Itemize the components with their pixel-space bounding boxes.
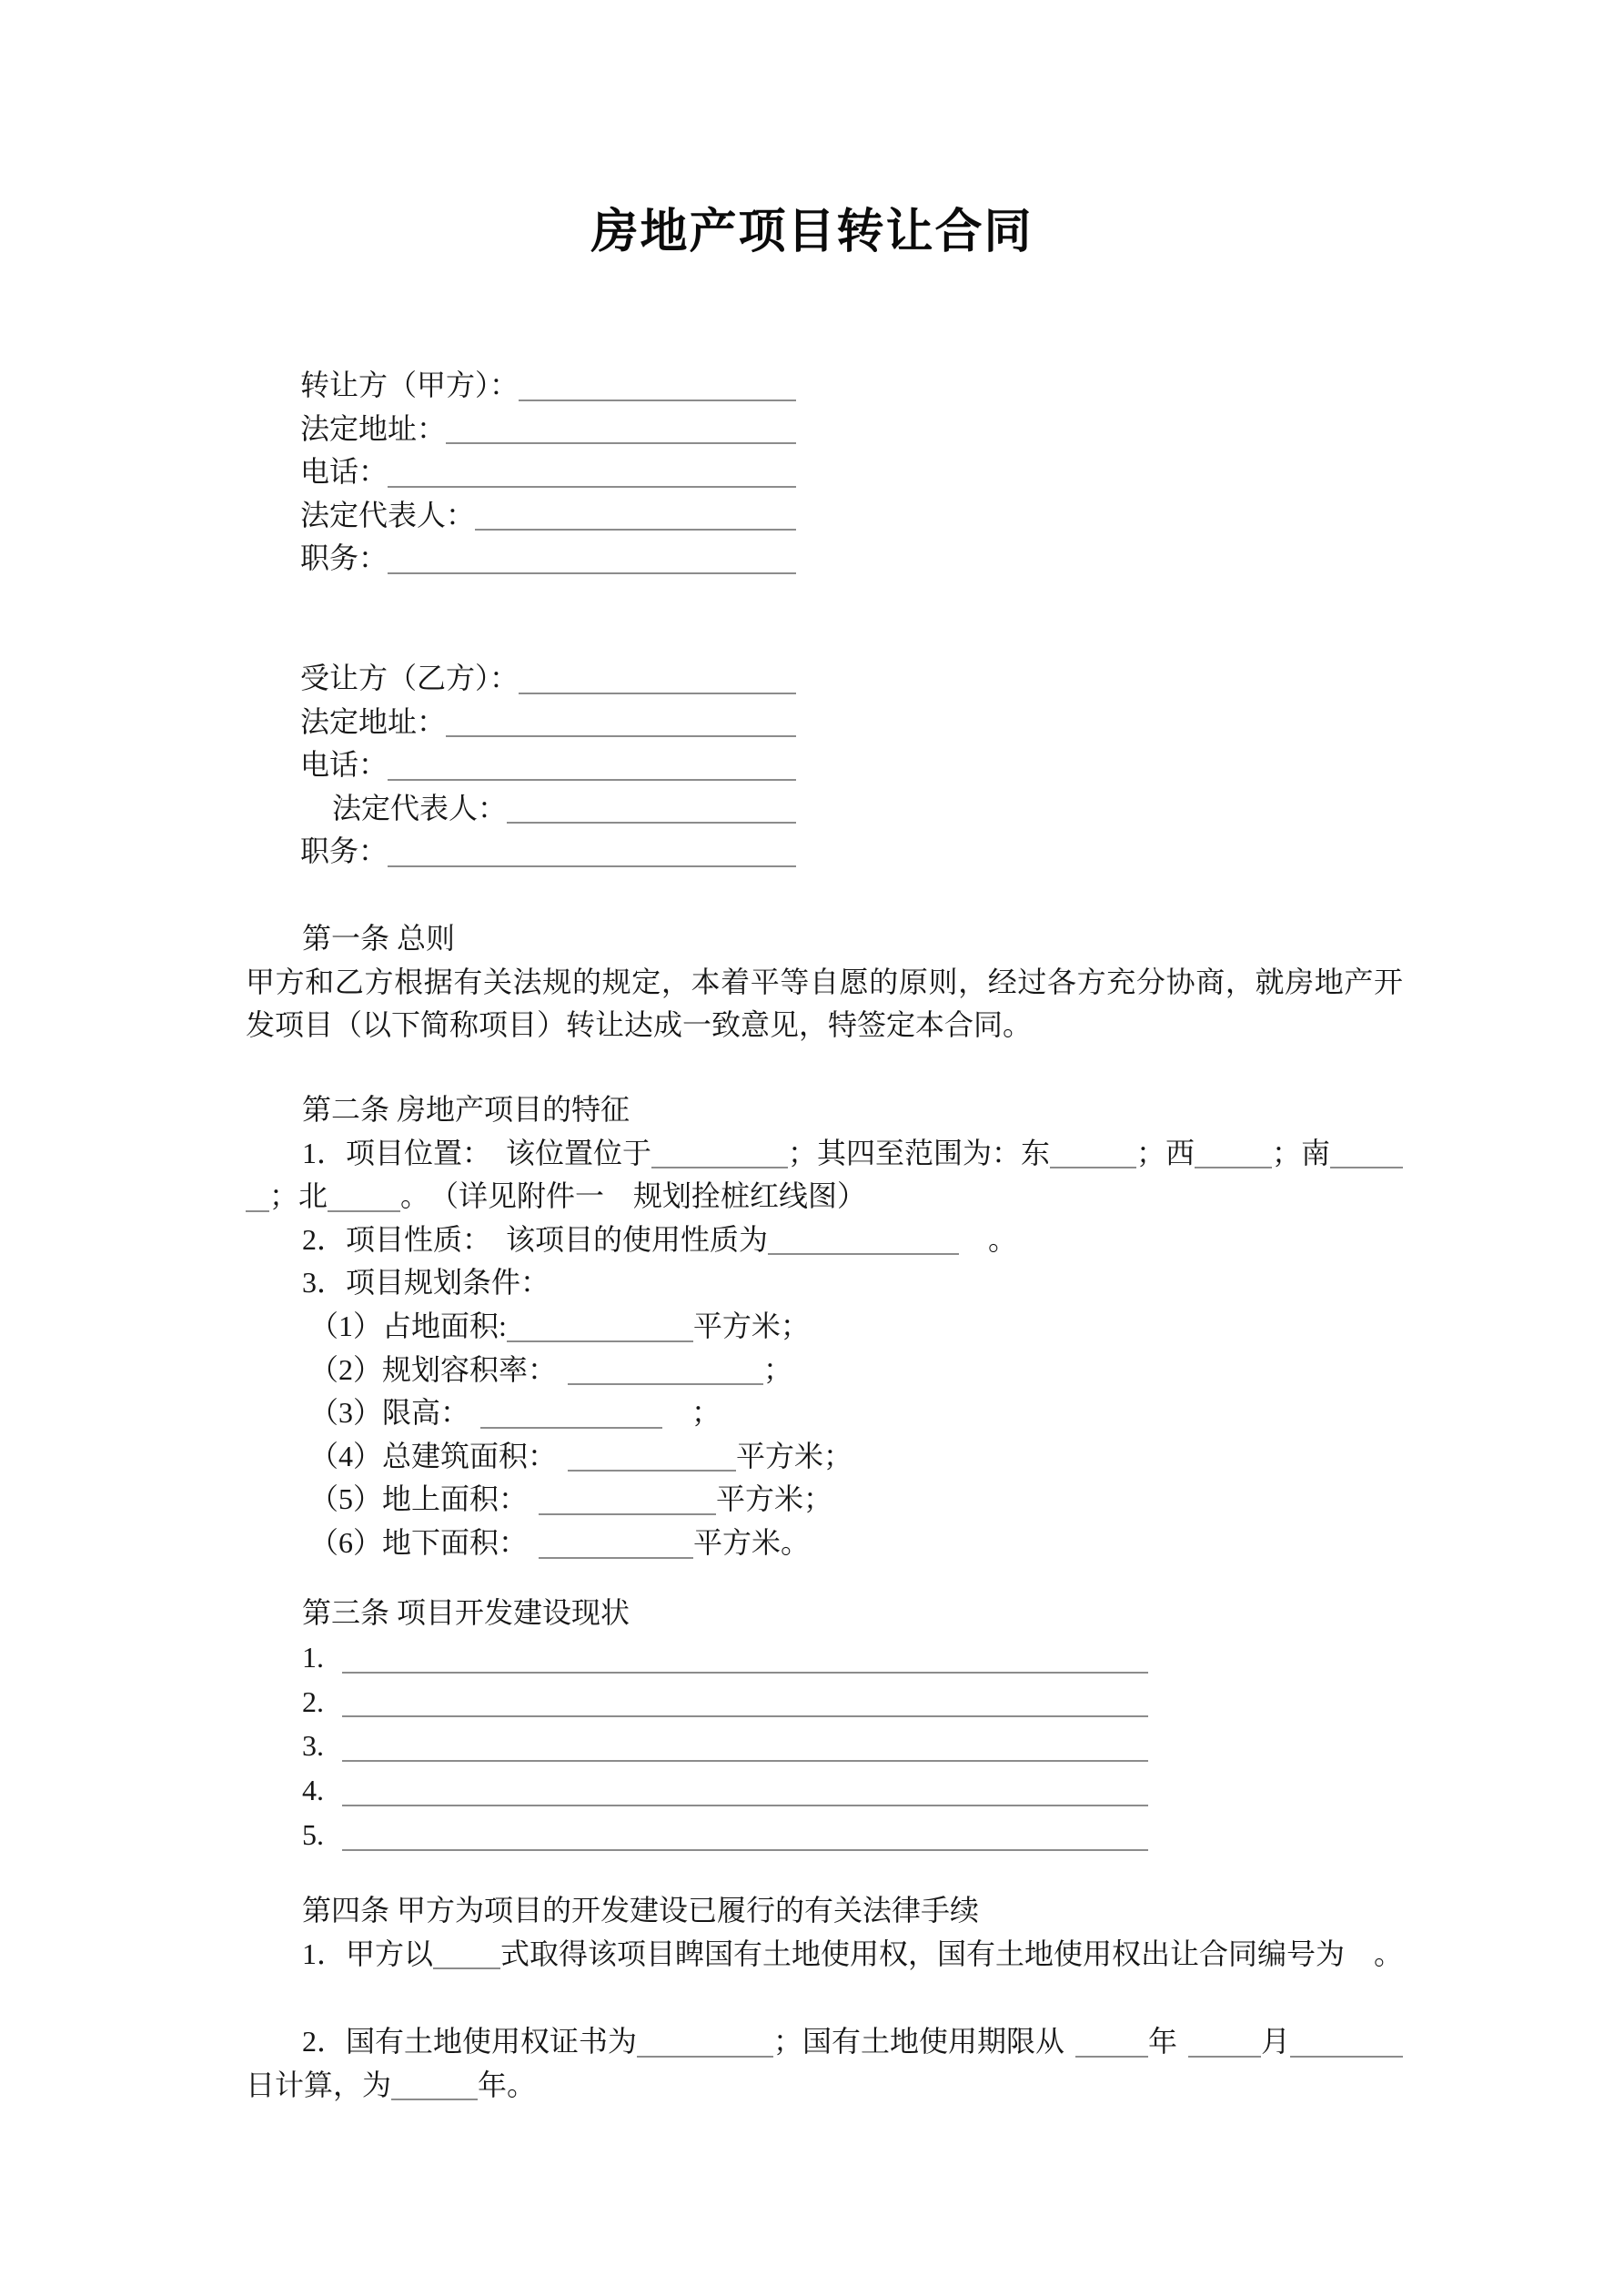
clause-2-item-3-text: 3．项目规划条件： <box>302 1266 550 1300</box>
clause-2-sub-item-5 <box>246 1478 1403 1522</box>
land-area-label: （1）占地面积: <box>309 1309 507 1342</box>
clause-4-item-2-text-5: 日计算，为 <box>246 2068 392 2101</box>
boundary-east-blank-line <box>1050 1126 1136 1169</box>
status-blank-line-5 <box>342 1806 1148 1851</box>
boundary-south-blank-line <box>1330 1126 1403 1169</box>
acquisition-method-blank-line <box>433 1927 500 1970</box>
status-blank-line-1 <box>342 1629 1148 1674</box>
height-limit-tail: ； <box>662 1396 721 1430</box>
party-b-name-blank-line <box>519 651 796 694</box>
above-ground-area-label: （5）地上面积： <box>309 1482 529 1516</box>
party-b-address-label: 法定地址： <box>300 704 447 738</box>
party-b-phone-blank-line <box>388 737 796 781</box>
clause-4-item-1-text-1: 1．甲方以 <box>302 1937 434 1970</box>
party-b-phone-label: 电话： <box>300 748 388 782</box>
clause-4-heading <box>246 1889 1403 1933</box>
party-a-phone-label: 电话： <box>300 455 388 489</box>
clause-3-block <box>246 1591 1403 1857</box>
clause-4-item-2-text-1: 2．国有土地使用权证书为 <box>302 2025 638 2058</box>
above-ground-area-unit: 平方米； <box>716 1482 833 1516</box>
clause-2-item-1-line-1 <box>246 1132 1403 1176</box>
term-start-year-blank-line <box>1075 2014 1148 2058</box>
clause-2-item-2 <box>246 1219 1403 1262</box>
clause-4-item-1 <box>246 1933 1403 1977</box>
clause-4-item-2-text-4: 月 <box>1261 2025 1291 2058</box>
above-ground-area-blank-line <box>539 1472 716 1515</box>
party-b-address-blank-line <box>446 694 796 738</box>
party-b-position-blank-line <box>388 824 796 867</box>
project-usage-blank-line <box>768 1212 959 1256</box>
party-a-address-label: 法定地址： <box>300 411 447 445</box>
clause-2-item-1-text-2: ；其四至范围为：东 <box>788 1136 1051 1169</box>
party-a-position-blank-line <box>388 531 796 574</box>
clause-2-block <box>246 1088 1403 1565</box>
clause-4-item-2-text-6: 年。 <box>478 2068 537 2101</box>
clause-3-item-3-number: 3. <box>302 1729 324 1763</box>
clause-2-item-1-text-3: ；西 <box>1136 1136 1195 1169</box>
party-a-block <box>300 364 796 581</box>
party-a-position-label: 职务： <box>300 541 388 575</box>
term-start-day-blank-line <box>1290 2014 1403 2058</box>
clause-4-heading-text: 第四条 甲方为项目的开发建设已履行的有关法律手续 <box>302 1894 980 1927</box>
clause-1-block <box>246 917 1403 1047</box>
clause-2-sub-item-2 <box>246 1349 1403 1392</box>
status-blank-line-4 <box>342 1762 1148 1806</box>
land-area-blank-line <box>507 1299 693 1342</box>
total-floor-area-label: （4）总建筑面积： <box>309 1439 558 1472</box>
term-length-blank-line <box>391 2058 478 2101</box>
clause-3-item-1-number: 1. <box>302 1640 324 1674</box>
boundary-west-blank-line <box>1195 1126 1272 1169</box>
below-ground-area-blank-line <box>539 1515 693 1559</box>
boundary-south-blank-line-continued <box>246 1168 269 1212</box>
clause-2-item-2-text-2: 。 <box>959 1222 1018 1256</box>
clause-3-item-5-number: 5. <box>302 1817 324 1851</box>
clause-4-item-2-text-2: ；国有土地使用期限从 <box>773 2025 1065 2058</box>
clause-1-heading <box>246 917 1403 961</box>
below-ground-area-unit: 平方米。 <box>693 1525 811 1559</box>
party-a-phone-blank-line <box>388 444 796 488</box>
party-a-representative-blank-line <box>475 488 796 531</box>
total-floor-area-unit: 平方米； <box>736 1439 853 1472</box>
clause-2-sub-item-4 <box>246 1435 1403 1479</box>
party-b-block <box>300 657 796 874</box>
term-start-month-blank-line <box>1188 2014 1261 2058</box>
party-a-name-blank-line <box>519 358 796 401</box>
party-a-position-row <box>300 537 796 581</box>
clause-2-item-1-text-5: ；北 <box>269 1179 328 1213</box>
party-b-name-label: 受让方（乙方）： <box>300 662 519 694</box>
plot-ratio-tail: ； <box>763 1352 793 1386</box>
clause-4-item-1-text-2: 式取得该项目睥国有土地使用权，国有土地使用权出让合同编号为 。 <box>499 1937 1403 1970</box>
party-a-name-label: 转让方（甲方）： <box>300 369 519 401</box>
clause-4-item-2-text-3: 年 <box>1148 2025 1178 2058</box>
height-limit-blank-line <box>480 1385 662 1429</box>
clause-2-item-3 <box>246 1261 1403 1305</box>
party-a-address-blank-line <box>446 401 796 445</box>
clause-3-item-2-number: 2. <box>302 1684 324 1718</box>
clause-2-item-1-text-1: 1．项目位置： 该位置位于 <box>302 1136 652 1169</box>
party-b-representative-blank-line <box>507 781 796 824</box>
height-limit-label: （3）限高： <box>309 1396 470 1430</box>
status-blank-line-2 <box>342 1674 1148 1718</box>
clause-1-heading-text: 第一条 总则 <box>302 922 456 955</box>
clause-3-item-5 <box>246 1813 1148 1857</box>
party-a-representative-label: 法定代表人： <box>300 498 476 531</box>
document-title: 房地产项目转让合同 <box>590 206 1034 258</box>
clause-3-item-4-number: 4. <box>302 1774 324 1807</box>
clause-1-body: 甲方和乙方根据有关法规的规定，本着平等自愿的原则，经过各方充分协商，就房地产开发项目（以下简称项目）转让达成一致意见，特签定本合同。 <box>246 965 1403 1042</box>
party-b-position-label: 职务： <box>300 834 388 868</box>
total-floor-area-blank-line <box>568 1429 736 1472</box>
clause-2-item-2-text-1: 2．项目性质： 该项目的使用性质为 <box>302 1222 769 1256</box>
clause-2-sub-item-6 <box>246 1522 1403 1565</box>
clause-2-sub-item-1 <box>246 1305 1403 1349</box>
clause-4-item-2-line-2 <box>246 2064 1403 2108</box>
clause-2-item-1-text-6: 。 （详见附件一 规划拴桩红线图） <box>400 1179 867 1213</box>
boundary-north-blank-line <box>328 1168 400 1212</box>
party-b-representative-label: 法定代表人： <box>332 791 508 824</box>
clause-2-heading-text: 第二条 房地产项目的特征 <box>302 1093 630 1126</box>
clause-2-sub-item-3 <box>246 1391 1403 1435</box>
below-ground-area-label: （6）地下面积： <box>309 1525 529 1559</box>
plot-ratio-blank-line <box>568 1342 763 1386</box>
party-b-position-row <box>300 830 796 874</box>
certificate-number-blank-line <box>637 2014 773 2058</box>
clause-2-item-1-text-4: ；南 <box>1272 1136 1331 1169</box>
project-location-blank-line <box>651 1126 788 1169</box>
clause-3-heading-text: 第三条 项目开发建设现状 <box>302 1596 630 1629</box>
plot-ratio-label: （2）规划容积率： <box>309 1352 558 1386</box>
clause-4-block <box>246 1889 1403 2107</box>
land-area-unit: 平方米； <box>692 1309 810 1342</box>
status-blank-line-3 <box>342 1717 1148 1762</box>
